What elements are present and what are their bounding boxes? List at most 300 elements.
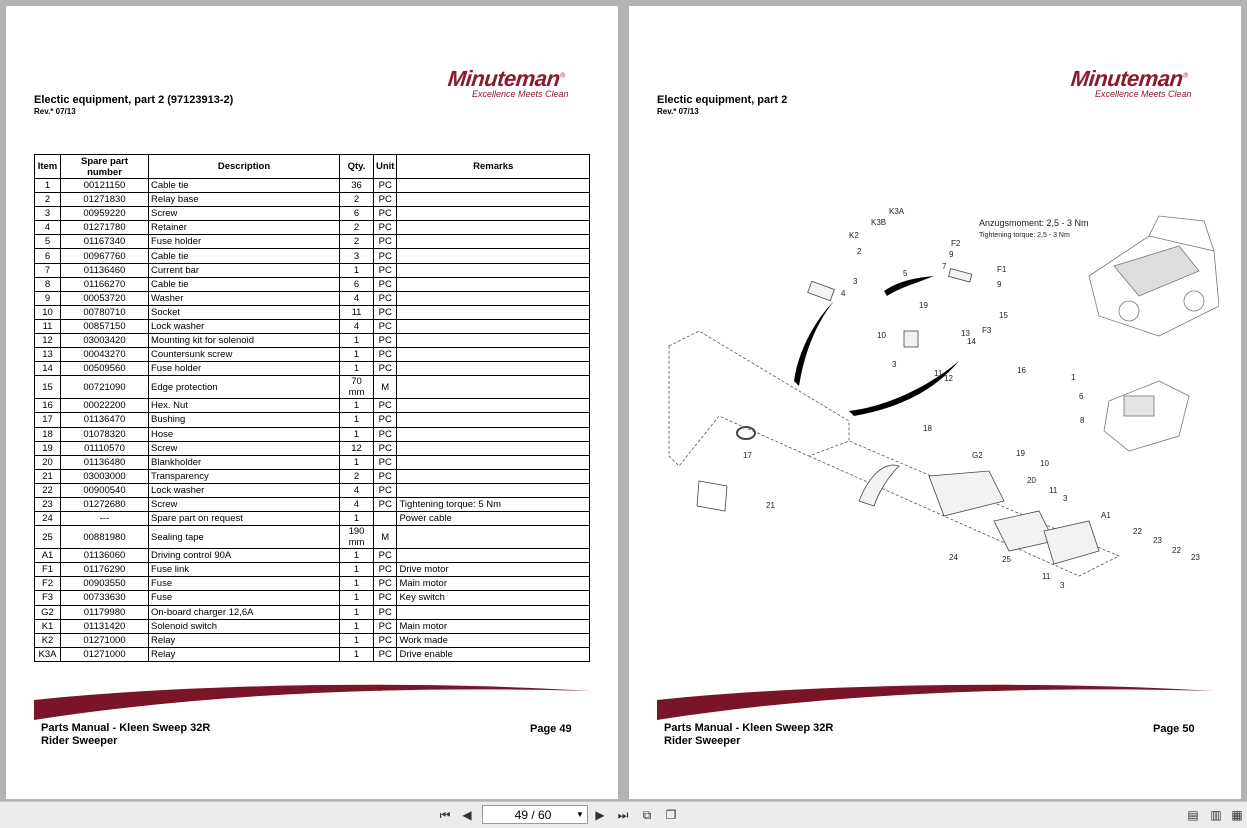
callout-label: F2 <box>951 239 961 248</box>
table-cell: 00721090 <box>61 376 149 399</box>
table-cell: On-board charger 12,6A <box>149 605 340 619</box>
table-cell: 01136060 <box>61 549 149 563</box>
callout-label: 21 <box>766 501 775 510</box>
column-header: Description <box>149 155 340 179</box>
two-page-view-icon[interactable]: ⧉ <box>642 807 652 822</box>
table-row <box>35 179 590 193</box>
table-cell: 00780710 <box>61 305 149 319</box>
table-cell: 4 <box>340 291 374 305</box>
table-row <box>35 526 590 549</box>
callout-label: 3 <box>1060 581 1065 590</box>
column-header: Unit <box>374 155 397 179</box>
table-cell: 01078320 <box>61 427 149 441</box>
table-cell: 3 <box>340 249 374 263</box>
component-drawings <box>697 269 1099 564</box>
table-row <box>35 549 590 563</box>
table-cell: Mounting kit for solenoid <box>149 334 340 348</box>
table-cell: 15 <box>35 376 61 399</box>
torque-note-english: Tightening torque: 2,5 - 3 Nm <box>979 232 1070 239</box>
table-cell: K2 <box>35 633 61 647</box>
thumbnail-view-icon[interactable]: ▦ <box>1231 808 1243 822</box>
chevron-down-icon: ▼ <box>576 810 584 819</box>
table-cell: 01271000 <box>61 647 149 661</box>
callout-label: K3B <box>871 218 887 227</box>
callout-label: 19 <box>1016 449 1025 458</box>
table-cell: 20 <box>35 455 61 469</box>
table-cell: 1 <box>340 549 374 563</box>
table-cell: 70 mm <box>340 376 374 399</box>
table-cell: PC <box>374 334 397 348</box>
page-select[interactable] <box>482 805 588 824</box>
table-cell <box>397 193 590 207</box>
table-cell: 16 <box>35 399 61 413</box>
table-cell: 2 <box>340 469 374 483</box>
table-cell: 01136470 <box>61 413 149 427</box>
table-cell: 00043270 <box>61 348 149 362</box>
revision-label: Rev.* 07/13 <box>34 107 76 116</box>
table-cell: 22 <box>35 483 61 497</box>
column-header: Item <box>35 155 61 179</box>
callout-label: 11 <box>1042 572 1051 581</box>
table-cell: PC <box>374 647 397 661</box>
table-cell <box>374 512 397 526</box>
table-cell: 24 <box>35 512 61 526</box>
table-cell <box>397 263 590 277</box>
table-cell: PC <box>374 591 397 605</box>
table-cell: 00881980 <box>61 526 149 549</box>
column-header: Qty. <box>340 155 374 179</box>
table-cell: 03003420 <box>61 334 149 348</box>
callout-label: 3 <box>853 277 858 286</box>
callout-label: 20 <box>1027 476 1036 485</box>
table-cell: PC <box>374 633 397 647</box>
callout-label: 11 <box>934 369 943 378</box>
table-cell <box>397 399 590 413</box>
callout-label: A1 <box>1101 511 1111 520</box>
table-cell: 10 <box>35 305 61 319</box>
callout-label: 3 <box>1063 494 1068 503</box>
table-cell: Transparency <box>149 469 340 483</box>
table-cell: Current bar <box>149 263 340 277</box>
table-cell <box>397 207 590 221</box>
table-cell: 6 <box>340 277 374 291</box>
callout-label: 14 <box>967 337 976 346</box>
table-cell: 8 <box>35 277 61 291</box>
table-cell: 2 <box>35 193 61 207</box>
table-cell: 01166270 <box>61 277 149 291</box>
callout-label: 2 <box>857 247 862 256</box>
book-view-icon[interactable]: ▥ <box>1210 808 1222 822</box>
table-row <box>35 455 590 469</box>
table-cell: Relay <box>149 633 340 647</box>
table-cell <box>397 413 590 427</box>
callout-label: 5 <box>903 269 908 278</box>
table-cell: Lock washer <box>149 483 340 497</box>
table-cell: 23 <box>35 497 61 511</box>
callout-label: 3 <box>892 360 897 369</box>
page-number: Page 49 <box>530 723 572 735</box>
table-cell: 1 <box>340 619 374 633</box>
callout-label: 10 <box>877 331 886 340</box>
table-cell <box>397 235 590 249</box>
column-header: Remarks <box>397 155 590 179</box>
table-cell: 4 <box>340 483 374 497</box>
table-cell <box>397 455 590 469</box>
table-cell: 1 <box>340 399 374 413</box>
table-cell: PC <box>374 291 397 305</box>
table-cell: 01272680 <box>61 497 149 511</box>
table-cell: 4 <box>35 221 61 235</box>
footer-manual-title: Parts Manual - Kleen Sweep 32R <box>664 722 834 734</box>
table-cell: PC <box>374 441 397 455</box>
footer-model: Rider Sweeper <box>664 735 741 747</box>
logo-tagline: Excellence Meets Clean <box>1095 89 1192 99</box>
table-cell: 11 <box>35 319 61 333</box>
table-cell: PC <box>374 207 397 221</box>
table-cell: 1 <box>340 512 374 526</box>
callout-label: 15 <box>999 311 1008 320</box>
table-row <box>35 235 590 249</box>
table-row <box>35 413 590 427</box>
table-cell: Drive enable <box>397 647 590 661</box>
page-50 <box>629 6 1241 799</box>
table-cell: M <box>374 526 397 549</box>
table-cell: Hex. Nut <box>149 399 340 413</box>
table-row <box>35 605 590 619</box>
page-title: Electic equipment, part 2 <box>657 94 788 106</box>
table-row <box>35 263 590 277</box>
table-cell: 4 <box>340 319 374 333</box>
table-cell <box>397 483 590 497</box>
table-cell <box>397 348 590 362</box>
column-header: Spare part number <box>61 155 149 179</box>
table-row <box>35 348 590 362</box>
table-cell: 11 <box>340 305 374 319</box>
table-cell: PC <box>374 319 397 333</box>
page-indicator: 49 / 60 <box>514 807 552 822</box>
viewer-toolbar <box>0 801 1247 828</box>
table-cell: Edge protection <box>149 376 340 399</box>
table-cell: 00509560 <box>61 362 149 376</box>
table-cell: Relay base <box>149 193 340 207</box>
callout-label: 16 <box>1017 366 1026 375</box>
table-cell: 25 <box>35 526 61 549</box>
callout-label: 6 <box>1079 392 1084 401</box>
table-row <box>35 647 590 661</box>
table-cell: 1 <box>340 348 374 362</box>
table-cell: 00959220 <box>61 207 149 221</box>
revision-label: Rev.* 07/13 <box>657 107 699 116</box>
table-cell <box>397 221 590 235</box>
logo-registered-mark: ® <box>1182 72 1188 80</box>
callout-label: 22 <box>1133 527 1142 536</box>
table-cell: 3 <box>35 207 61 221</box>
table-cell: 1 <box>340 647 374 661</box>
table-cell: Fuse holder <box>149 362 340 376</box>
table-cell: PC <box>374 348 397 362</box>
table-cell: 7 <box>35 263 61 277</box>
table-row <box>35 427 590 441</box>
callout-label: 17 <box>743 451 752 460</box>
table-cell: PC <box>374 455 397 469</box>
table-cell: 12 <box>35 334 61 348</box>
table-row <box>35 563 590 577</box>
callout-label: 22 <box>1172 546 1181 555</box>
page-number: Page 50 <box>1153 723 1195 735</box>
table-row <box>35 591 590 605</box>
table-cell: Cable tie <box>149 249 340 263</box>
table-cell <box>397 469 590 483</box>
table-cell: 13 <box>35 348 61 362</box>
table-cell: PC <box>374 249 397 263</box>
callout-label: 9 <box>949 250 954 259</box>
table-cell: Fuse <box>149 591 340 605</box>
table-cell: Hose <box>149 427 340 441</box>
table-cell: PC <box>374 305 397 319</box>
callout-label: 18 <box>923 424 932 433</box>
table-cell: Fuse link <box>149 563 340 577</box>
table-cell: Work made <box>397 633 590 647</box>
table-cell <box>397 179 590 193</box>
table-cell: 17 <box>35 413 61 427</box>
table-row <box>35 334 590 348</box>
table-cell: PC <box>374 577 397 591</box>
table-row <box>35 577 590 591</box>
battery-assembly-drawing <box>1104 381 1189 451</box>
table-cell: PC <box>374 399 397 413</box>
table-cell: PC <box>374 483 397 497</box>
table-cell: --- <box>61 512 149 526</box>
table-cell: 01110570 <box>61 441 149 455</box>
table-cell: 19 <box>35 441 61 455</box>
callout-label: 8 <box>1080 416 1085 425</box>
table-cell: 01136480 <box>61 455 149 469</box>
table-row <box>35 469 590 483</box>
table-cell <box>397 249 590 263</box>
table-cell: 5 <box>35 235 61 249</box>
table-cell: Fuse <box>149 577 340 591</box>
table-cell: 1 <box>340 455 374 469</box>
table-cell: M <box>374 376 397 399</box>
machine-outline-drawing <box>1089 216 1219 336</box>
table-cell: PC <box>374 263 397 277</box>
footer-manual-title: Parts Manual - Kleen Sweep 32R <box>41 722 211 734</box>
table-cell: PC <box>374 469 397 483</box>
callout-label: 25 <box>1002 555 1011 564</box>
table-cell: 1 <box>340 362 374 376</box>
footer-model: Rider Sweeper <box>41 735 118 747</box>
table-cell: 1 <box>340 563 374 577</box>
table-cell: Cable tie <box>149 277 340 291</box>
table-cell: K3A <box>35 647 61 661</box>
table-cell: Retainer <box>149 221 340 235</box>
minuteman-logo <box>1063 66 1213 106</box>
table-cell: Sealing tape <box>149 526 340 549</box>
table-cell: Solenoid switch <box>149 619 340 633</box>
page-49 <box>6 6 618 799</box>
callout-label: 19 <box>919 301 928 310</box>
table-row <box>35 497 590 511</box>
table-cell: Screw <box>149 441 340 455</box>
table-cell: 1 <box>340 427 374 441</box>
table-cell <box>397 427 590 441</box>
table-cell: Blankholder <box>149 455 340 469</box>
table-cell <box>397 441 590 455</box>
table-cell: 190 mm <box>340 526 374 549</box>
callout-label: G2 <box>972 451 983 460</box>
table-cell <box>397 362 590 376</box>
table-cell: PC <box>374 362 397 376</box>
table-cell: 14 <box>35 362 61 376</box>
logo-wordmark: Minuteman <box>1069 66 1184 91</box>
table-row <box>35 512 590 526</box>
table-cell: 6 <box>35 249 61 263</box>
table-cell: 00967760 <box>61 249 149 263</box>
prev-page-icon[interactable]: ◀ <box>462 808 472 822</box>
table-cell: 00903550 <box>61 577 149 591</box>
table-cell <box>397 605 590 619</box>
table-row <box>35 305 590 319</box>
single-page-icon[interactable]: ▤ <box>1187 808 1199 822</box>
table-cell <box>397 305 590 319</box>
table-cell <box>397 277 590 291</box>
table-cell: 1 <box>340 413 374 427</box>
table-cell: 01271830 <box>61 193 149 207</box>
table-cell: Spare part on request <box>149 512 340 526</box>
table-cell: 01131420 <box>61 619 149 633</box>
logo-registered-mark: ® <box>559 72 565 80</box>
callout-label: 23 <box>1153 536 1162 545</box>
table-cell: Lock washer <box>149 319 340 333</box>
table-cell: 9 <box>35 291 61 305</box>
callout-label: 12 <box>944 374 953 383</box>
minuteman-logo <box>440 66 590 106</box>
leader-arrows <box>794 276 959 416</box>
table-cell: 00900540 <box>61 483 149 497</box>
table-cell: 4 <box>340 497 374 511</box>
table-cell: Power cable <box>397 512 590 526</box>
table-cell: PC <box>374 605 397 619</box>
logo-wordmark: Minuteman <box>446 66 561 91</box>
table-cell: Driving control 90A <box>149 549 340 563</box>
callout-label: 9 <box>997 280 1002 289</box>
table-cell <box>397 549 590 563</box>
table-cell: Drive motor <box>397 563 590 577</box>
table-cell: PC <box>374 413 397 427</box>
callout-label: 13 <box>961 329 970 338</box>
table-cell: 18 <box>35 427 61 441</box>
table-cell: PC <box>374 549 397 563</box>
table-cell: Bushing <box>149 413 340 427</box>
table-cell: PC <box>374 277 397 291</box>
next-page-icon[interactable]: ▶ <box>595 808 605 822</box>
table-cell: 00121150 <box>61 179 149 193</box>
table-cell: PC <box>374 235 397 249</box>
callout-label: F3 <box>982 326 992 335</box>
exploded-parts-diagram <box>659 196 1219 596</box>
table-cell: F1 <box>35 563 61 577</box>
table-cell: 1 <box>340 605 374 619</box>
table-row <box>35 362 590 376</box>
table-cell: 00857150 <box>61 319 149 333</box>
table-cell: PC <box>374 497 397 511</box>
continuous-view-icon[interactable]: ❐ <box>665 808 677 822</box>
table-cell: Cable tie <box>149 179 340 193</box>
table-cell: 1 <box>35 179 61 193</box>
callout-label: 10 <box>1040 459 1049 468</box>
table-cell: Key switch <box>397 591 590 605</box>
table-row <box>35 399 590 413</box>
table-row <box>35 376 590 399</box>
table-cell: PC <box>374 619 397 633</box>
table-cell <box>397 291 590 305</box>
callout-label: 23 <box>1191 553 1200 562</box>
torque-note-german: Anzugsmoment: 2,5 - 3 Nm <box>979 218 1089 228</box>
table-cell: PC <box>374 193 397 207</box>
last-page-icon[interactable]: ⏭ <box>617 807 629 822</box>
logo-tagline: Excellence Meets Clean <box>472 89 569 99</box>
table-cell: Main motor <box>397 619 590 633</box>
table-cell: Socket <box>149 305 340 319</box>
table-cell: 1 <box>340 263 374 277</box>
table-cell: 00022200 <box>61 399 149 413</box>
table-cell: 2 <box>340 193 374 207</box>
table-cell: Main motor <box>397 577 590 591</box>
table-row <box>35 483 590 497</box>
callout-label: 4 <box>841 289 846 298</box>
table-cell: PC <box>374 427 397 441</box>
callout-label: F1 <box>997 265 1007 274</box>
footer-swoosh <box>34 676 590 722</box>
callout-label: 7 <box>942 262 947 271</box>
table-cell: 1 <box>340 334 374 348</box>
table-cell: 1 <box>340 577 374 591</box>
table-row <box>35 441 590 455</box>
table-cell: F2 <box>35 577 61 591</box>
table-cell: 01136460 <box>61 263 149 277</box>
table-cell: F3 <box>35 591 61 605</box>
table-cell: G2 <box>35 605 61 619</box>
callout-label: K3A <box>889 207 905 216</box>
table-cell: K1 <box>35 619 61 633</box>
callout-label: K2 <box>849 231 859 240</box>
table-cell: PC <box>374 221 397 235</box>
table-cell: 01176290 <box>61 563 149 577</box>
table-row <box>35 319 590 333</box>
table-cell <box>397 376 590 399</box>
table-cell: 01179980 <box>61 605 149 619</box>
table-cell: 6 <box>340 207 374 221</box>
table-cell: Washer <box>149 291 340 305</box>
callout-label: 24 <box>949 553 958 562</box>
table-row <box>35 193 590 207</box>
table-cell: 12 <box>340 441 374 455</box>
table-row <box>35 221 590 235</box>
table-row <box>35 619 590 633</box>
table-cell: Tightening torque: 5 Nm <box>397 497 590 511</box>
table-row <box>35 249 590 263</box>
table-cell: 01271780 <box>61 221 149 235</box>
table-row <box>35 291 590 305</box>
table-row <box>35 207 590 221</box>
table-row <box>35 277 590 291</box>
table-cell: 21 <box>35 469 61 483</box>
table-cell <box>397 334 590 348</box>
table-cell: Screw <box>149 207 340 221</box>
callout-label: 1 <box>1071 373 1076 382</box>
table-cell: 03003000 <box>61 469 149 483</box>
first-page-icon[interactable]: ⏮ <box>439 807 451 822</box>
